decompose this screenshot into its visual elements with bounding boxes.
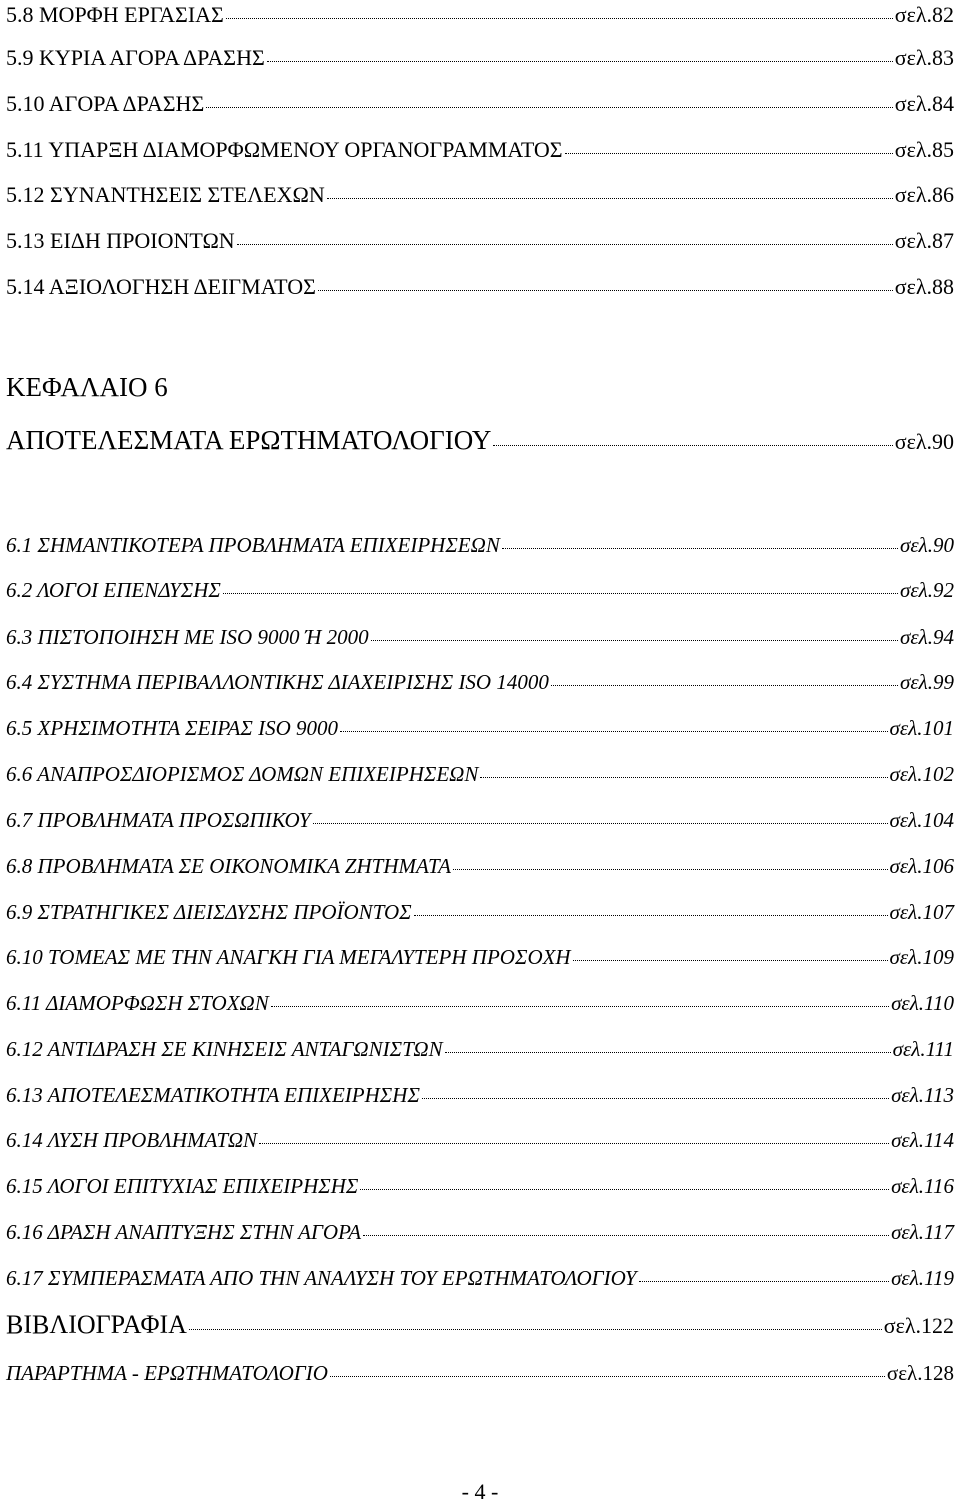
dot-leader (445, 1052, 891, 1053)
toc-entry-title: 6.7 ΠΡΟΒΛΗΜΑΤΑ ΠΡΟΣΩΠΙΚΟΥ (6, 808, 311, 832)
dot-leader (480, 777, 887, 778)
toc-entry-6-13 (6, 1085, 954, 1106)
toc-entry-title: 6.4 ΣΥΣΤΗΜΑ ΠΕΡΙΒΑΛΛΟΝΤΙΚΗΣ ΔΙΑΧΕΙΡΙΣΗΣ ISO 14000 (6, 670, 549, 694)
chapter-title: ΑΠΟΤΕΛΕΣΜΑΤΑ ΕΡΩΤΗΜΑΤΟΛΟΓΙΟΥ (6, 425, 492, 455)
dot-leader (259, 1143, 889, 1144)
toc-entry-page: σελ.92 (900, 578, 954, 602)
dot-leader (237, 244, 893, 245)
toc-entry-6-10 (6, 947, 954, 968)
toc-entry-title: 6.3 ΠΙΣΤΟΠΟΙΗΣΗ ΜΕ ISO 9000 Ή 2000 (6, 625, 369, 649)
dot-leader (330, 1376, 885, 1377)
toc-entry-5-8 (6, 4, 954, 26)
toc-entry-title: 5.13 ΕΙΔΗ ΠΡΟΙΟΝΤΩΝ (6, 228, 235, 253)
toc-entry-title: 5.12 ΣΥΝΑΝΤΗΣΕΙΣ ΣΤΕΛΕΧΩΝ (6, 182, 325, 207)
toc-entry-6-2 (6, 580, 954, 601)
toc-entry-6-1 (6, 535, 954, 556)
appendix-title: ΠΑΡΑΡΤΗΜΑ - ΕΡΩΤΗΜΑΤΟΛΟΓΙΟ (6, 1361, 328, 1385)
dot-leader (493, 445, 892, 446)
toc-entry-page: σελ.119 (891, 1266, 954, 1290)
toc-entry-6-17 (6, 1268, 954, 1289)
dot-leader (639, 1281, 890, 1282)
dot-leader (551, 685, 898, 686)
toc-entry-title: 5.11 ΥΠΑΡΞΗ ΔΙΑΜΟΡΦΩΜΕΝΟΥ ΟΡΓΑΝΟΓΡΑΜΜΑΤΟΣ (6, 137, 563, 162)
toc-entry-page: σελ.99 (900, 670, 954, 694)
dot-leader (267, 61, 893, 62)
toc-entry-title: 6.6 ΑΝΑΠΡΟΣΔΙΟΡΙΣΜΟΣ ΔΟΜΩΝ ΕΠΙΧΕΙΡΗΣΕΩΝ (6, 762, 479, 786)
toc-entry-title: 6.17 ΣΥΜΠΕΡΑΣΜΑΤΑ ΑΠΟ ΤΗΝ ΑΝΑΛΥΣΗ ΤΟΥ ΕΡΩΤΗΜΑΤΟΛΟΓΙΟΥ (6, 1266, 637, 1290)
toc-entry-page: σελ.128 (886, 1361, 954, 1385)
toc-entry-title: 6.13 ΑΠΟΤΕΛΕΣΜΑΤΙΚΟΤΗΤΑ ΕΠΙΧΕΙΡΗΣΗΣ (6, 1083, 420, 1107)
toc-entry-6-12 (6, 1039, 954, 1060)
toc-entry-appendix (6, 1363, 954, 1384)
dot-leader (360, 1189, 889, 1190)
toc-entry-5-13 (6, 230, 954, 252)
dot-leader (223, 593, 898, 594)
toc-entry-page: σελ.84 (894, 91, 954, 116)
toc-entry-5-10 (6, 93, 954, 115)
toc-entry-5-14 (6, 276, 954, 298)
dot-leader (453, 869, 888, 870)
toc-entry-page: σελ.102 (889, 762, 954, 786)
toc-entry-5-11 (6, 139, 954, 161)
toc-entry-page: σελ.114 (891, 1128, 954, 1152)
toc-entry-title: 5.8 ΜΟΡΦΗ ΕΡΓΑΣΙΑΣ (6, 2, 224, 27)
dot-leader (271, 1006, 889, 1007)
dot-leader (340, 731, 887, 732)
toc-entry-title: 5.9 ΚΥΡΙΑ ΑΓΟΡΑ ΔΡΑΣΗΣ (6, 45, 265, 70)
dot-leader (206, 107, 892, 108)
toc-entry-6-3 (6, 627, 954, 648)
toc-entry-6-15 (6, 1176, 954, 1197)
toc-entry-title: 6.14 ΛΥΣΗ ΠΡΟΒΛΗΜΑΤΩΝ (6, 1128, 258, 1152)
dot-leader (565, 153, 893, 154)
toc-entry-page: σελ.116 (891, 1174, 954, 1198)
toc-entry-title: 6.8 ΠΡΟΒΛΗΜΑΤΑ ΣΕ ΟΙΚΟΝΟΜΙΚΑ ΖΗΤΗΜΑΤΑ (6, 854, 451, 878)
dot-leader (313, 823, 888, 824)
toc-entry-6-5 (6, 718, 954, 739)
toc-entry-page: σελ.90 (900, 533, 954, 557)
toc-entry-page: σελ.87 (894, 228, 954, 253)
dot-leader (502, 548, 898, 549)
toc-entry-page: σελ.122 (883, 1313, 954, 1338)
toc-entry-6-4 (6, 672, 954, 693)
toc-entry-5-9 (6, 47, 954, 69)
toc-entry-title: 5.10 ΑΓΟΡΑ ΔΡΑΣΗΣ (6, 91, 205, 116)
toc-entry-title: 6.16 ΔΡΑΣΗ ΑΝΑΠΤΥΞΗΣ ΣΤΗΝ ΑΓΟΡΑ (6, 1220, 362, 1244)
toc-entry-page: σελ.111 (892, 1037, 954, 1061)
toc-entry-page: σελ.94 (900, 625, 954, 649)
toc-entry-page: σελ.83 (894, 45, 954, 70)
toc-entry-5-12 (6, 184, 954, 206)
chapter-label: ΚΕΦΑΛΑΙΟ 6 (6, 372, 168, 402)
bibliography-title: ΒΙΒΛΙΟΓΡΑΦΙΑ (6, 1310, 187, 1339)
toc-entry-6-8 (6, 856, 954, 877)
dot-leader (226, 18, 893, 19)
toc-entry-page: σελ.106 (889, 854, 954, 878)
dot-leader (189, 1329, 882, 1330)
dot-leader (573, 960, 888, 961)
toc-entry-title: 6.2 ΛΟΓΟΙ ΕΠΕΝΔΥΣΗΣ (6, 578, 221, 602)
toc-entry-page: σελ.90 (894, 429, 954, 454)
dot-leader (422, 1098, 889, 1099)
toc-entry-6-6 (6, 764, 954, 785)
toc-entry-6-11 (6, 993, 954, 1014)
dot-leader (371, 640, 898, 641)
toc-entry-bibliography (6, 1312, 954, 1338)
toc-entry-page: σελ.85 (894, 137, 954, 162)
toc-entry-6-14 (6, 1130, 954, 1151)
toc-entry-page: σελ.109 (889, 945, 954, 969)
toc-entry-title: 6.9 ΣΤΡΑΤΗΓΙΚΕΣ ΔΙΕΙΣΔΥΣΗΣ ΠΡΟΪΟΝΤΟΣ (6, 900, 412, 924)
dot-leader (327, 198, 893, 199)
dot-leader (318, 290, 893, 291)
toc-entry-page: σελ.86 (894, 182, 954, 207)
toc-entry-page: σελ.101 (889, 716, 954, 740)
toc-entry-page: σελ.117 (891, 1220, 954, 1244)
toc-entry-title: 6.12 ΑΝΤΙΔΡΑΣΗ ΣΕ ΚΙΝΗΣΕΙΣ ΑΝΤΑΓΩΝΙΣΤΩΝ (6, 1037, 443, 1061)
toc-entry-page: σελ.82 (894, 2, 954, 27)
toc-entry-title: 6.5 ΧΡΗΣΙΜΟΤΗΤΑ ΣΕΙΡΑΣ ISO 9000 (6, 716, 339, 740)
page-number: - 4 - (461, 1479, 499, 1504)
toc-entry-page: σελ.110 (891, 991, 954, 1015)
toc-entry-page: σελ.104 (889, 808, 954, 832)
toc-entry-chapter-6 (6, 427, 954, 454)
toc-entry-6-9 (6, 902, 954, 923)
toc-entry-title: 6.15 ΛΟΓΟΙ ΕΠΙΤΥΧΙΑΣ ΕΠΙΧΕΙΡΗΣΗΣ (6, 1174, 359, 1198)
dot-leader (414, 915, 888, 916)
toc-entry-title: 6.10 ΤΟΜΕΑΣ ΜΕ ΤΗΝ ΑΝΑΓΚΗ ΓΙΑ ΜΕΓΑΛΥΤΕΡΗ ΠΡΟΣΟΧΗ (6, 945, 571, 969)
dot-leader (363, 1235, 889, 1236)
toc-entry-title: 6.11 ΔΙΑΜΟΡΦΩΣΗ ΣΤΟΧΩΝ (6, 991, 269, 1015)
toc-entry-6-7 (6, 810, 954, 831)
toc-entry-page: σελ.107 (889, 900, 954, 924)
toc-entry-6-16 (6, 1222, 954, 1243)
toc-entry-title: 5.14 ΑΞΙΟΛΟΓΗΣΗ ΔΕΙΓΜΑΤΟΣ (6, 274, 316, 299)
toc-entry-page: σελ.113 (891, 1083, 954, 1107)
toc-entry-title: 6.1 ΣΗΜΑΝΤΙΚΟΤΕΡΑ ΠΡΟΒΛΗΜΑΤΑ ΕΠΙΧΕΙΡΗΣΕΩΝ (6, 533, 500, 557)
toc-entry-page: σελ.88 (894, 274, 954, 299)
